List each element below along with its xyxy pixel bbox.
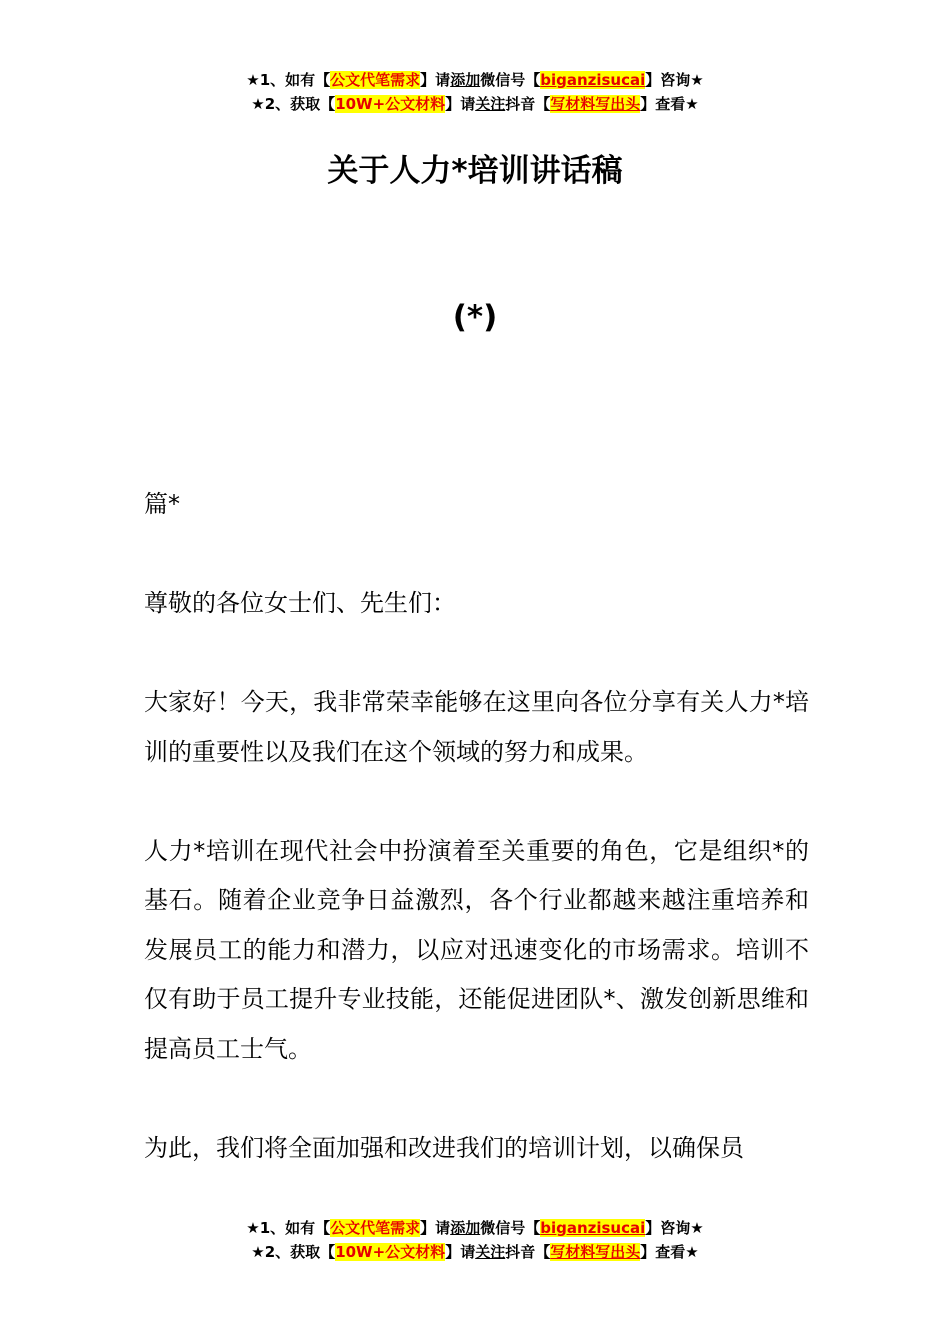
salutation: 尊敬的各位女士们、先生们： [144, 589, 456, 617]
footer-banner [0, 1216, 950, 1264]
body-paragraph: 大家好！今天，我非常荣幸能够在这里向各位分享有关人力*培训的重要性以及我们在这个领域的努力和成果。 [144, 688, 809, 766]
section-label: 篇* [144, 490, 180, 518]
banner-line-1 [0, 1216, 950, 1240]
banner-text: 】请 [445, 1243, 476, 1261]
banner-line-2 [0, 92, 950, 116]
body-paragraph: 人力*培训在现代社会中扮演着至关重要的角色，它是组织*的基石。随着企业竞争日益激烈，各个行业都越来越注重培养和发展员工的能力和潜力，以应对迅速变化的市场需求。培训不仅有助于员工提升专业技能，还能促进团队*、激发创新思维和提高员工士气。 [144, 836, 809, 1063]
banner-text: 】请 [445, 95, 476, 113]
banner-text: 】咨询★ [645, 1219, 704, 1237]
banner-text: 抖音【 [505, 95, 551, 113]
banner-underline: 关注 [475, 1243, 506, 1261]
banner-line-1 [0, 68, 950, 92]
banner-highlight: 10W+公文材料 [335, 1243, 446, 1261]
banner-text: ★1、如有【 [246, 71, 331, 89]
banner-text: 微信号【 [480, 71, 541, 89]
header-banner [0, 68, 950, 116]
banner-line-2 [0, 1240, 950, 1264]
banner-text: 】查看★ [640, 1243, 699, 1261]
wechat-id: biganzisucai [540, 1219, 646, 1237]
banner-text: 】咨询★ [645, 71, 704, 89]
banner-underline: 添加 [450, 1219, 481, 1237]
banner-text: 】查看★ [640, 95, 699, 113]
banner-text: 抖音【 [505, 1243, 551, 1261]
banner-underline: 添加 [450, 71, 481, 89]
document-body [144, 480, 809, 1223]
banner-text: ★2、获取【 [251, 95, 336, 113]
banner-text: ★1、如有【 [246, 1219, 331, 1237]
banner-highlight: 公文代笔需求 [330, 71, 421, 89]
body-paragraph: 为此，我们将全面加强和改进我们的培训计划，以确保员 [144, 1133, 744, 1162]
banner-text: 】请 [420, 1219, 451, 1237]
banner-text: 微信号【 [480, 1219, 541, 1237]
banner-highlight: 公文代笔需求 [330, 1219, 421, 1237]
douyin-account: 写材料写出头 [550, 1243, 641, 1261]
wechat-id: biganzisucai [540, 71, 646, 89]
banner-text: ★2、获取【 [251, 1243, 336, 1261]
banner-text: 】请 [420, 71, 451, 89]
douyin-account: 写材料写出头 [550, 95, 641, 113]
banner-underline: 关注 [475, 95, 506, 113]
document-subtitle: (*) [452, 299, 498, 335]
banner-highlight: 10W+公文材料 [335, 95, 446, 113]
document-title: 关于人力*培训讲话稿 [327, 153, 623, 189]
